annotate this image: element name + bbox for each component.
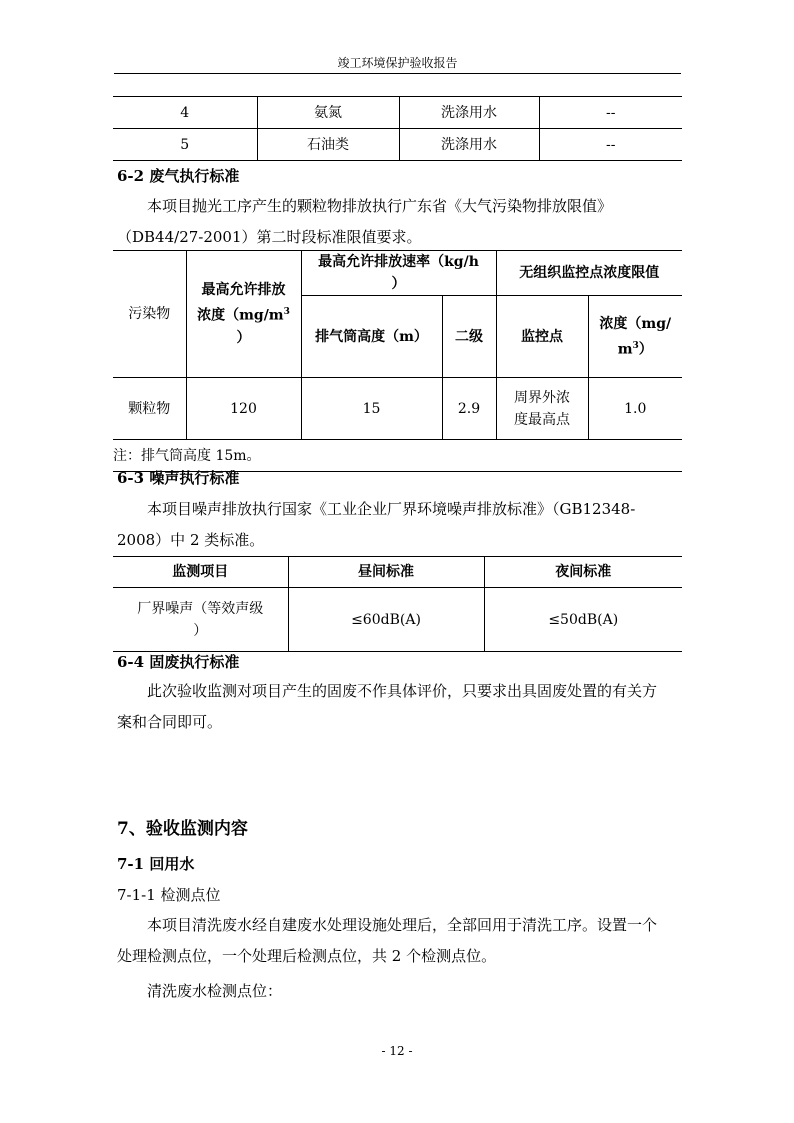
table-row [113, 588, 682, 652]
header-pollutant: 污染物 [113, 251, 186, 378]
page-number: - 12 - [381, 1044, 413, 1058]
header-concentration-line2: m [617, 341, 633, 358]
header-monitor-point: 监控点 [496, 296, 588, 378]
header-stack-height: 排气筒高度（m） [301, 296, 442, 378]
section-heading-7: 7、验收监测内容 [117, 819, 248, 839]
table-note-row [113, 440, 682, 472]
section-heading-6-2: 6-2 废气执行标准 [117, 167, 240, 185]
table-header-row [113, 251, 682, 296]
table-row [113, 378, 682, 440]
table-cell: 颗粒物 [113, 378, 186, 440]
section-heading-6-4: 6-4 固废执行标准 [117, 653, 240, 671]
header-concentration-line2-end: ） [638, 341, 653, 358]
superscript: 3 [632, 340, 639, 351]
cell-line1: 厂界噪声（等效声级 [137, 600, 264, 617]
page-header-title: 竣工环境保护验收报告 [337, 56, 458, 70]
table-cell: 1.0 [588, 378, 682, 440]
table-cell: -- [539, 129, 682, 161]
table-row [113, 97, 682, 129]
wastewater-pollutant-table [113, 96, 682, 161]
header-max-rate-line2: ） [391, 276, 406, 292]
section-6-4-paragraph: 此次验收监测对项目产生的固废不作具体评价，只要求出具固废处置的有关方案和合同即可。 [117, 682, 658, 731]
table-cell: 石油类 [257, 129, 399, 161]
section-7-paragraph: 本项目清洗废水经自建废水处理设施处理后，全部回用于清洗工序。设置一个处理检测点位，一个处理后检测点位，共 2 个检测点位。 [117, 916, 658, 965]
noise-standard-table [113, 556, 682, 652]
header-max-rate-line1: 最高允许排放速率（kg/h [318, 254, 479, 270]
table-cell: 氨氮 [257, 97, 399, 129]
table-cell: 15 [301, 378, 442, 440]
header-day-standard: 昼间标准 [288, 557, 484, 588]
table-cell: 洗涤用水 [399, 97, 539, 129]
table-cell: 2.9 [442, 378, 496, 440]
table-cell: 5 [113, 129, 257, 161]
table-cell: 120 [186, 378, 301, 440]
table-cell: -- [539, 97, 682, 129]
cell-line2: ） [193, 622, 208, 639]
section-6-3-paragraph: 本项目噪声排放执行国家《工业企业厂界环境噪声排放标准》（GB12348-2008）中 2 类标准。 [117, 500, 636, 549]
header-unorganized-limit: 无组织监控点浓度限值 [496, 251, 682, 296]
table-row [113, 129, 682, 161]
header-max-concentration [186, 251, 301, 378]
table-cell [113, 588, 288, 652]
air-emission-standard-table [113, 250, 682, 472]
header-monitor-item: 监测项目 [113, 557, 288, 588]
section-7-line: 清洗废水检测点位： [147, 982, 283, 1000]
header-max-concentration-line2: 浓度（mg/m [197, 307, 284, 324]
table-cell: ≤60dB(A) [288, 588, 484, 652]
section-heading-7-1: 7-1 回用水 [117, 855, 195, 873]
table-header-row [113, 557, 682, 588]
header-max-concentration-line3: ） [236, 329, 251, 346]
header-level-2: 二级 [442, 296, 496, 378]
section-heading-6-3: 6-3 噪声执行标准 [117, 469, 240, 487]
cell-line1: 周界外浓 [514, 389, 570, 406]
section-heading-7-1-1: 7-1-1 检测点位 [117, 886, 221, 904]
table-cell: 4 [113, 97, 257, 129]
header-night-standard: 夜间标准 [484, 557, 682, 588]
table-cell: 洗涤用水 [399, 129, 539, 161]
section-6-2-paragraph: 本项目抛光工序产生的颗粒物排放执行广东省《大气污染物排放限值》（DB44/27-2001）第二时段标准限值要求。 [117, 197, 613, 246]
header-max-concentration-line1: 最高允许排放 [201, 282, 286, 299]
header-concentration-line1: 浓度（mg/ [599, 315, 672, 332]
superscript: 3 [283, 307, 290, 318]
table-cell [496, 378, 588, 440]
header-concentration [588, 296, 682, 378]
header-max-rate [301, 251, 496, 296]
cell-line2: 度最高点 [514, 411, 570, 428]
table-cell: ≤50dB(A) [484, 588, 682, 652]
header-divider [114, 73, 681, 74]
table-note: 注：排气筒高度 15m。 [113, 440, 682, 472]
